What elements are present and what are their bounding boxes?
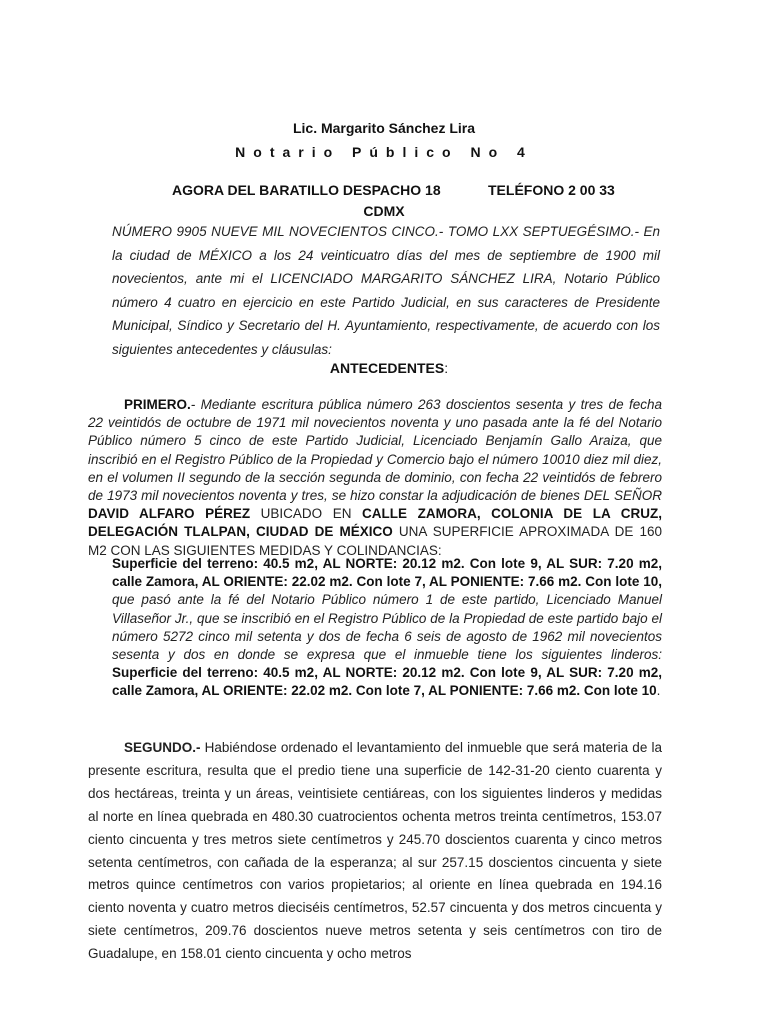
medidas-bold-2: Superficie del terreno: 40.5 m2, AL NORTE: 20.12 m2. Con lote 9, AL SUR: 7.20 m2, calle Zamora, AL ORIENTE: 22.02 m2. Con lote 7, AL PONIENTE: 7.66 m2. Con lote 10 [112,665,662,699]
segundo-label: SEGUNDO.- [124,740,201,755]
primero-paragraph [88,396,662,560]
notary-name: Lic. Margarito Sánchez Lira [292,120,476,136]
medidas-italic: que pasó ante la fé del Notario Público número 1 de este partido, Licenciado Manuel Villaseñor Jr., que se inscribió en el Registro Público de la Propiedad de este partido bajo el número 5272 cinco mil setenta y dos de fecha 6 seis de agosto de 1962 mil novecientos sesenta y dos en donde se expresa que el inmueble tiene los siguientes linderos: [112,592,662,663]
medidas-bold-1: Superficie del terreno: 40.5 m2, AL NORTE: 20.12 m2. Con lote 9, AL SUR: 7.20 m2, calle Zamora, AL ORIENTE: 22.02 m2. Con lote 7, AL PONIENTE: 7.66 m2. Con lote 10, [112,556,662,590]
office-address: AGORA DEL BARATILLO DESPACHO 18 [172,182,441,198]
antecedentes-colon: : [444,360,449,376]
property-location: CALLE ZAMORA, COLONIA DE LA CRUZ, DELEGACIÓN TLALPAN, CIUDAD DE MÉXICO [88,506,663,540]
segundo-paragraph [88,737,662,966]
primero-text: - Mediante escritura pública número 263 doscientos sesenta y tres de fecha 22 veintidós de octubre de 1971 mil novecientos noventa y uno pasada ante la fé del Notario Público número 5 cinco de este Partido Judicial, Licenciado Benjamín Gallo Araiza, que inscribió en el Registro Público de la Propiedad y Comercio bajo el número 10010 diez mil diez, en el volumen II segundo de la sección segunda de dominio, con fecha 22 veintidós de febrero de 1973 mil novecientos noventa y tres, se hizo constar la adjudicación de bienes DEL SEÑOR [88,397,662,504]
notary-title: Notario Público No 4 [235,144,533,160]
owner-name: DAVID ALFARO PÉREZ [88,506,251,522]
medidas-paragraph [112,555,662,701]
intro-paragraph: NÚMERO 9905 NUEVE MIL NOVECIENTOS CINCO.- TOMO LXX SEPTUEGÉSIMO.- En la ciudad de MÉXICO a los 24 veinticuatro días del mes de septiembre de 1900 mil novecientos, ante mi el LICENCIADO MARGARITO SÁNCHEZ LIRA, Notario Público número 4 cuatro en ejercicio en este Partido Judicial, en sus caracteres de Presidente Municipal, Síndico y Secretario del H. Ayuntamiento, respectivamente, de acuerdo con los siguientes antecedentes y cláusulas: [112,224,660,357]
antecedentes-heading: ANTECEDENTES [329,360,445,376]
area-text: UNA SUPERFICIE APROXIMADA DE 160 M2 CON LAS SIGUIENTES MEDIDAS Y COLINDANCIAS: [88,524,662,558]
segundo-text: Habiéndose ordenado el levantamiento del inmueble que será materia de la presente escritura, resulta que el predio tiene una superficie de 142-31-20 ciento cuarenta y dos hectáreas, treinta y un áreas, veintisiete centiáreas, con los siguientes linderos y medidas al norte en línea quebrada en 480.30 cuatrocientos ochenta metros treinta centímetros, 153.07 ciento cincuenta y tres metros siete centímetros y 245.70 doscientos cuarenta y cinco metros setenta centímetros, con cañada de la esperanza; al sur 257.15 doscientos cincuenta y siete metros quince centímetros con varios propietarios; al oriente en línea quebrada en 194.16 ciento noventa y cuatro metros dieciséis centímetros, 52.57 cincuenta y dos metros cincuenta y siete centímetros, 209.76 doscientos nueve metros setenta y seis centímetros con tiro de Guadalupe, en 158.01 ciento cincuenta y ocho metros [88,740,662,962]
section-title [0,360,768,376]
medidas-end: . [656,683,661,699]
primero-label: PRIMERO. [124,397,191,412]
office-city: CDMX [363,203,405,219]
located-text: UBICADO EN [250,506,363,522]
office-phone: TELÉFONO 2 00 33 [488,182,615,198]
